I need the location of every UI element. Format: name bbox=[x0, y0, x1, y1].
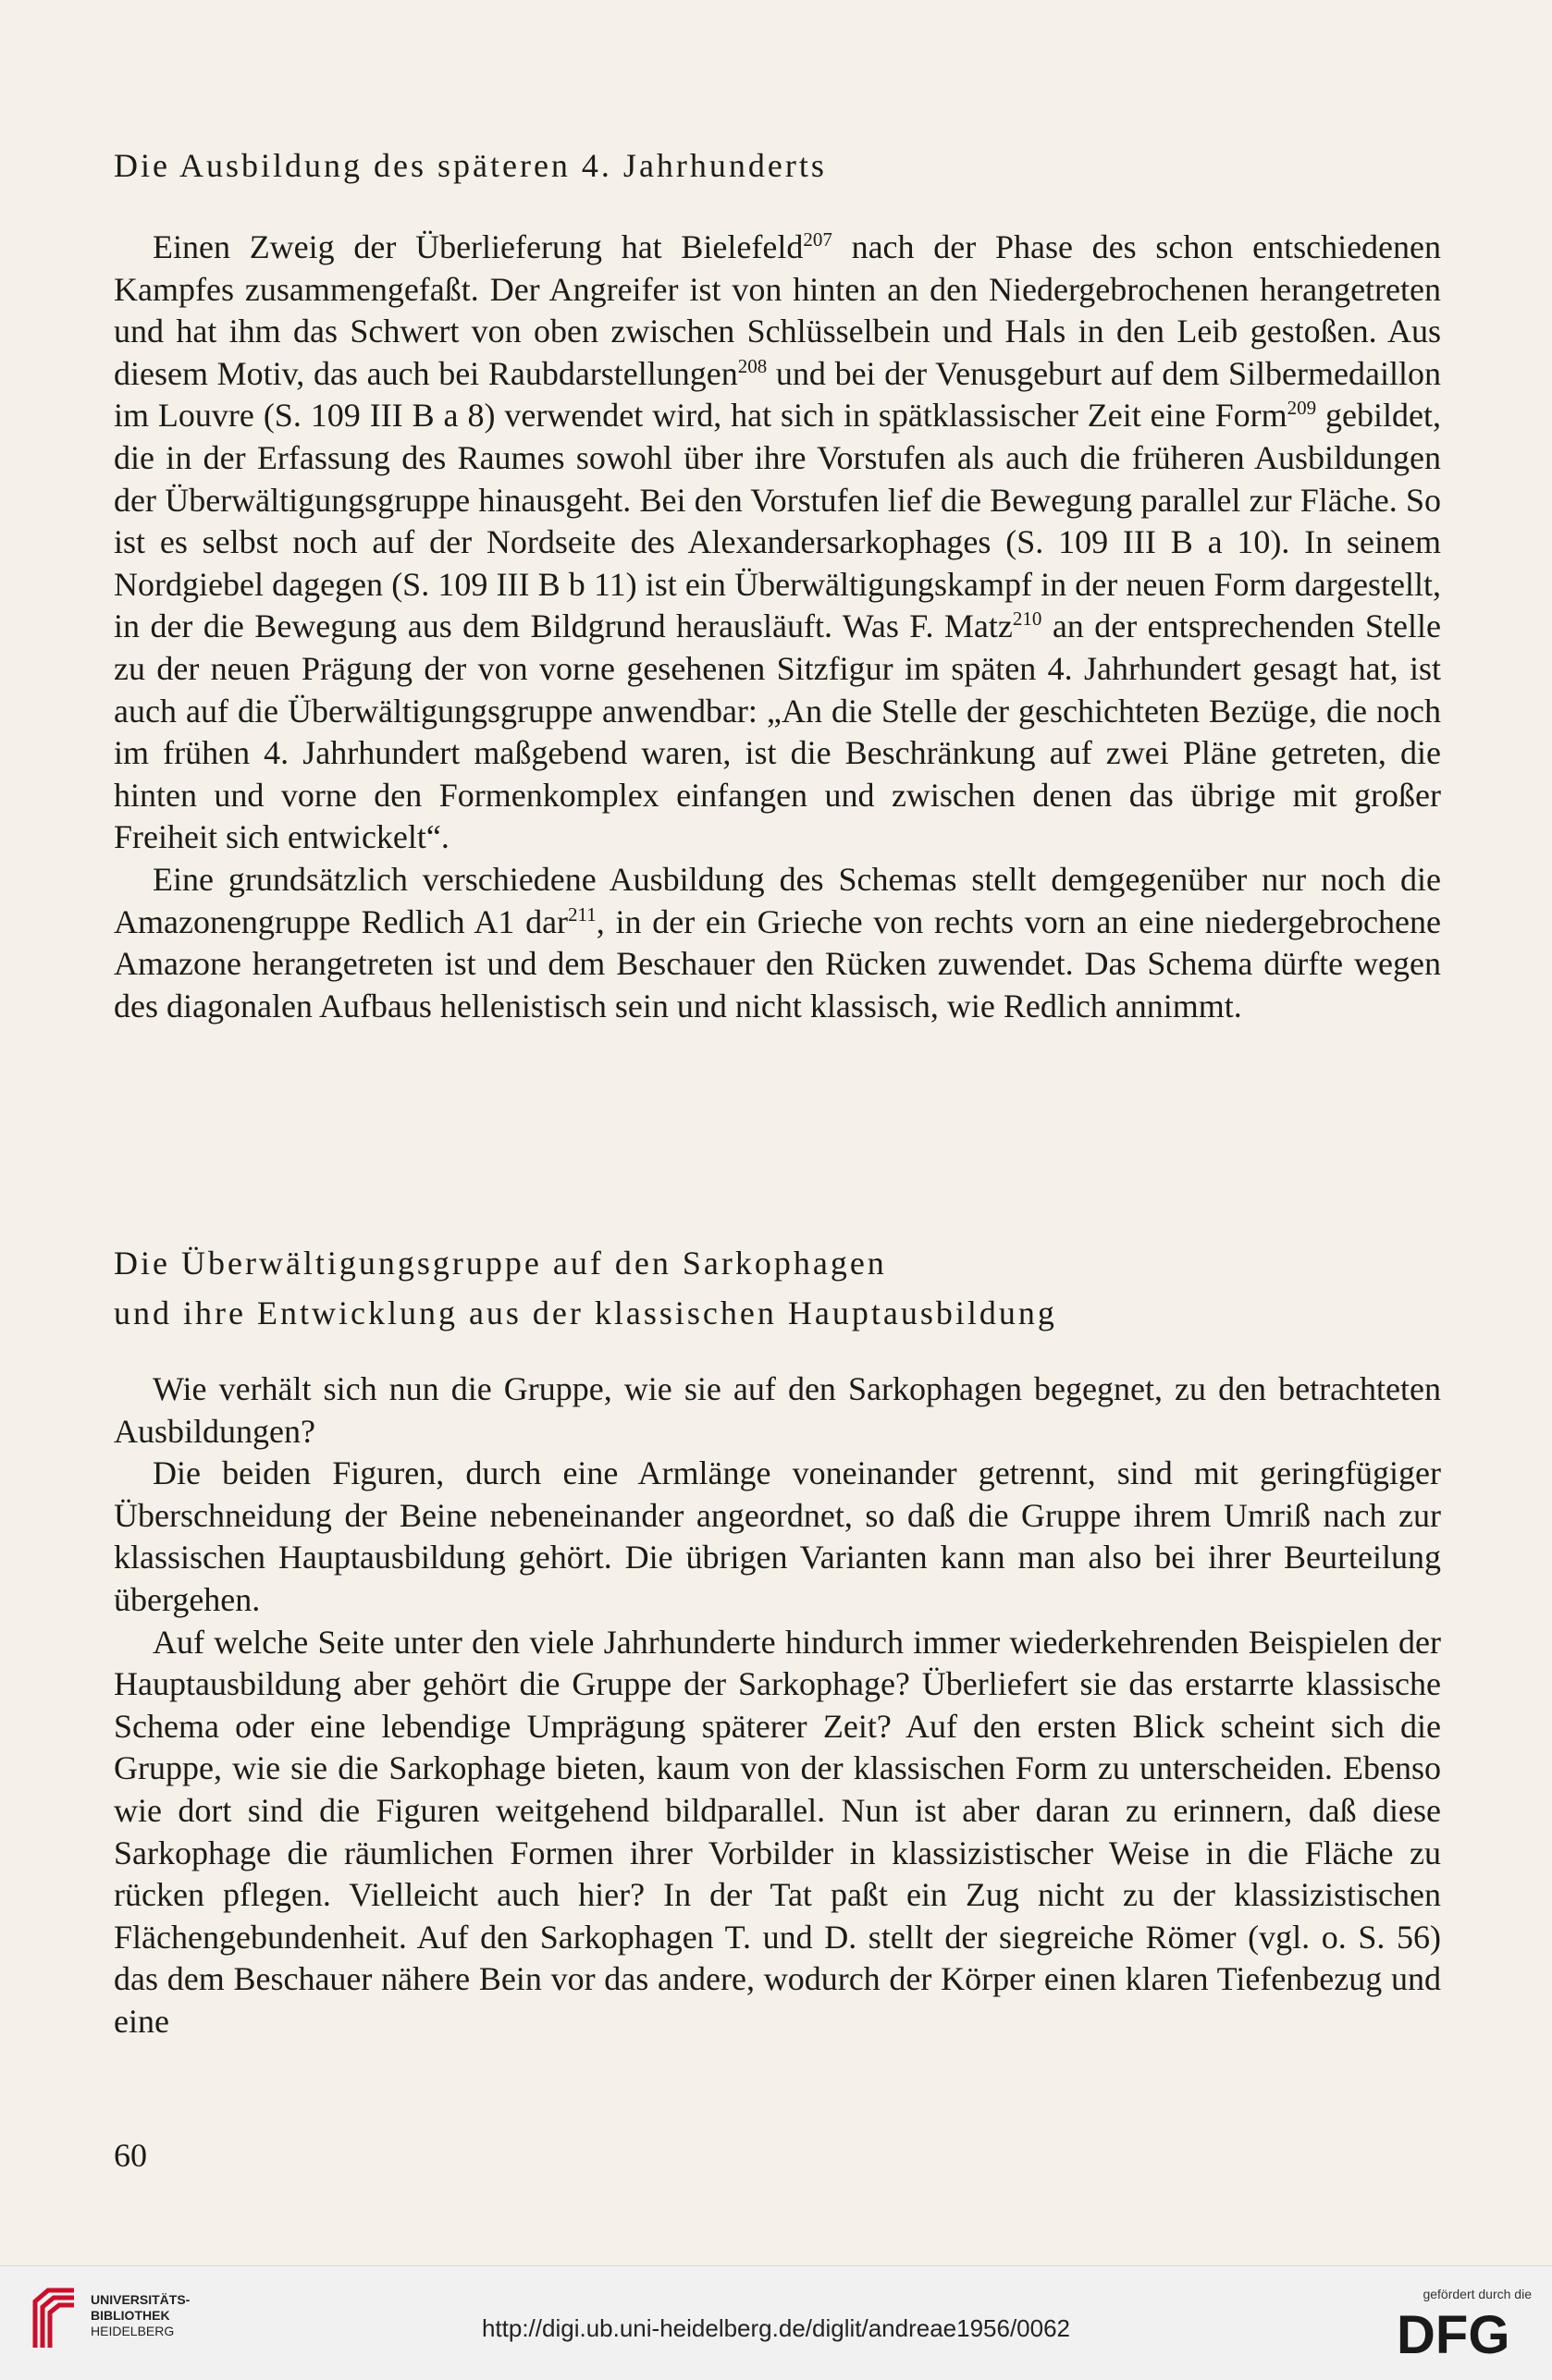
permalink-url[interactable]: http://digi.ub.uni-heidelberg.de/diglit/andreae1956/0062 bbox=[481, 2314, 1071, 2342]
dfg-logo-icon[interactable] bbox=[1397, 2307, 1532, 2359]
text-run: , in der ein Grieche von rechts vorn an eine niedergebrochene Amazone herangetreten ist und dem Beschauer den Rücken zuwendet. Das Schema dürfte wegen des diagonalen Aufbaus hellenistisch sein und nicht klassisch, wie Redlich annimmt. bbox=[114, 902, 1441, 1024]
section-heading-line-1: Die Überwältigungsgruppe auf den Sarkophagen bbox=[114, 1245, 887, 1282]
page-number: 60 bbox=[114, 2137, 147, 2174]
library-name-line: HEIDELBERG bbox=[91, 2324, 175, 2338]
library-name-line: UNIVERSITÄTS- bbox=[91, 2292, 191, 2307]
section-heading-line-2: und ihre Entwicklung aus der klassischen Hauptausbildung bbox=[114, 1294, 1057, 1331]
footnote-ref: 208 bbox=[737, 354, 768, 377]
section-heading: Die Ausbildung des späteren 4. Jahrhunderts bbox=[114, 147, 827, 184]
paragraph: Wie verhält sich nun die Gruppe, wie sie auf den Sarkophagen begegnet, zu den betrachteten Ausbildungen? bbox=[114, 1370, 1441, 1450]
paragraph: Auf welche Seite unter den viele Jahrhunderte hindurch immer wiederkehrenden Beispielen der Hauptausbildung aber gehört die Gruppe der Sarkophage? Überliefert sie das erstarrte klassische Schema oder eine lebendige Umprägung späterer Zeit? Auf den ersten Blick scheint sich die Gruppe, wie sie die Sarkophage bieten, kaum von der klassischen Form zu unterscheiden. Ebenso wie dort sind die Figuren weitgehend bildparallel. Nun ist aber daran zu erinnern, daß diese Sarkophage die räumlichen Formen ihrer Vorbilder in klassizistischer Weise in die Fläche zu rücken pflegen. Vielleicht auch hier? In der Tat paßt ein Zug nicht zu der klassizistischen Flächengebundenheit. Auf den Sarkophagen T. und D. stellt der siegreiche Römer (vgl. o. S. 56) das dem Beschauer nähere Bein vor das andere, wodurch der Körper einen klaren Tiefenbezug und eine bbox=[114, 1623, 1441, 2040]
section-body bbox=[114, 227, 1441, 1027]
footnote-ref: 210 bbox=[1012, 607, 1042, 631]
section-body bbox=[114, 1368, 1441, 2043]
library-name-line: BIBLIOTHEK bbox=[91, 2308, 170, 2323]
paragraph: Die beiden Figuren, durch eine Armlänge voneinander getrennt, sind mit geringfügiger Überschneidung der Beine nebeneinander angeordnet, so daß die Gruppe ihrem Umriß nach zur klassischen Hauptausbildung gehört. Die übrigen Varianten kann man also bei ihrer Beurteilung übergehen. bbox=[114, 1454, 1441, 1618]
footnote-ref: 207 bbox=[803, 228, 832, 251]
dfg-logo-text: DFG bbox=[1397, 2307, 1510, 2359]
footnote-ref: 209 bbox=[1287, 397, 1317, 420]
digitization-footer bbox=[0, 2265, 1552, 2380]
funding-caption: gefördert durch die bbox=[1423, 2287, 1532, 2301]
text-run: gebildet, die in der Erfassung des Raumes sowohl über ihre Vorstufen als auch die früheren Ausbildungen der Überwältigungsgruppe hinausgeht. Bei den Vorstufen lief die Bewegung parallel zur Fläche. So ist es selbst noch auf der Nordseite des Alexandersarkophages (S. 109 III B a 10). In seinem Nordgiebel dagegen (S. 109 III B b 11) ist ein Überwältigungskampf in der neuen Form dargestellt, in der die Bewegung aus dem Bildgrund herausläuft. Was F. Matz bbox=[114, 397, 1441, 645]
footnote-ref: 211 bbox=[568, 902, 597, 926]
text-run: nach der Phase des schon entschiedenen Kampfes zusammengefaßt. Der Angreifer ist von hinten an den Niedergebrochenen herangetreten und hat ihm das Schwert von oben zwischen Schlüsselbein und Hals in den Leib gestoßen. Aus diesem Motiv, das auch bei Raubdarstellungen bbox=[114, 228, 1442, 392]
text-run: Eine grundsätzlich verschiedene Ausbildung des Schemas stellt demgegenüber nur noch die Amazonengruppe Redlich A1 dar bbox=[114, 860, 1441, 940]
paragraph bbox=[114, 859, 1441, 1027]
text-run: Einen Zweig der Überlieferung hat Bielefeld bbox=[153, 228, 804, 265]
text-run: und bei der Venusgeburt auf dem Silbermedaillon im Louvre (S. 109 III B a 8) verwendet wird, hat sich in spätklassischer Zeit eine Form bbox=[114, 354, 1441, 435]
paragraph bbox=[114, 227, 1441, 859]
text-run: an der entsprechenden Stelle zu der neuen Prägung der von vorne gesehenen Sitzfigur im späten 4. Jahrhundert gesagt hat, ist auch auf die Überwältigungsgruppe anwendbar: „An die Stelle der geschichteten Bezüge, die noch im frühen 4. Jahrhundert maßgebend waren, ist die Beschränkung auf zwei Pläne getreten, die hinten und vorne den Formenkomplex einfangen und zwischen denen das übrige mit großer Freiheit sich entwickelt“. bbox=[114, 607, 1442, 856]
